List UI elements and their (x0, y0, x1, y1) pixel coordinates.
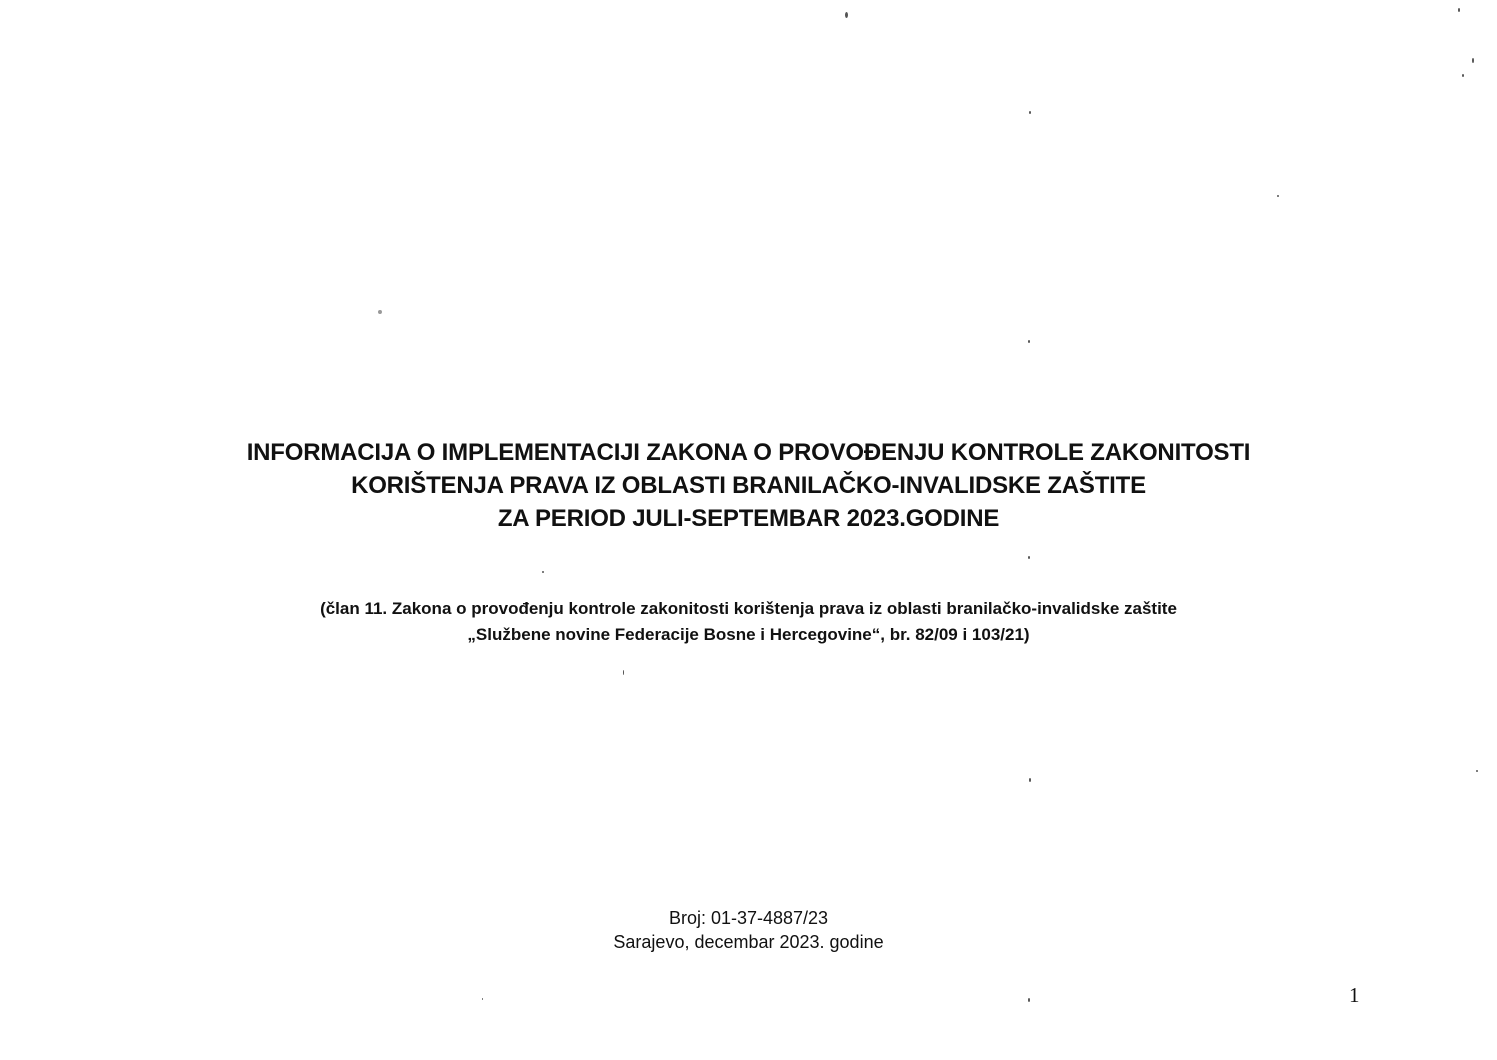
scan-speck (1476, 770, 1478, 772)
scan-speck (1472, 58, 1474, 63)
scan-speck (1277, 195, 1279, 197)
title-line-2: KORIŠTENJA PRAVA IZ OBLASTI BRANILAČKO-INVALIDSKE ZAŠTITE (351, 472, 1146, 499)
scan-speck (482, 998, 483, 1000)
scan-speck (378, 310, 382, 314)
legal-basis-note (0, 596, 1497, 648)
scan-speck (845, 12, 848, 18)
page-number: 1 (1349, 983, 1360, 1007)
legal-basis-line-1: (član 11. Zakona o provođenju kontrole zakonitosti korištenja prava iz oblasti branilačko-invalidske zaštite (320, 599, 1177, 618)
legal-basis-line-2: „Službene novine Federacije Bosne i Hercegovine“, br. 82/09 i 103/21) (467, 625, 1030, 644)
document-title (0, 436, 1497, 535)
scan-speck (542, 571, 544, 573)
reference-number: Broj: 01-37-4887/23 (668, 908, 829, 928)
scan-speck (1458, 8, 1460, 12)
scan-speck (1028, 556, 1030, 559)
scan-speck (1028, 998, 1030, 1002)
title-line-1: INFORMACIJA O IMPLEMENTACIJI ZAKONA O PROVOĐENJU KONTROLE ZAKONITOSTI (246, 439, 1251, 466)
document-reference (0, 906, 1497, 954)
title-line-3: ZA PERIOD JULI-SEPTEMBAR 2023.GODINE (497, 505, 1000, 532)
scan-speck (1029, 778, 1031, 782)
scan-speck (1462, 74, 1464, 77)
scan-speck (1029, 111, 1031, 114)
place-and-date: Sarajevo, decembar 2023. godine (613, 932, 884, 952)
scan-speck (623, 670, 624, 675)
scan-speck (1028, 340, 1030, 343)
